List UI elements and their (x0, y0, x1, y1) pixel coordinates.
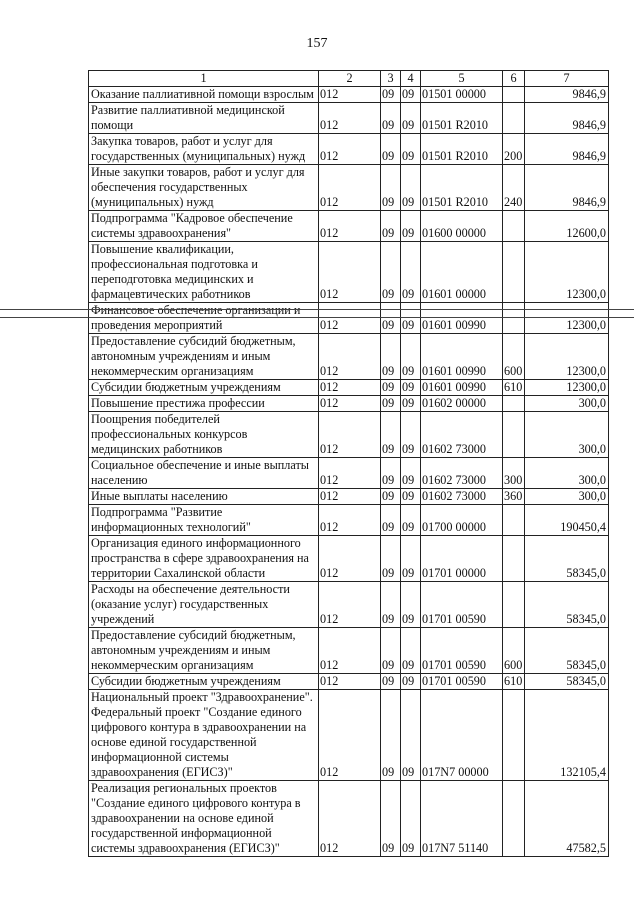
row-expense-type: 610 (503, 674, 525, 690)
row-subsection-code: 09 (401, 458, 421, 489)
row-target-code: 01602 00000 (421, 396, 503, 412)
table-row (89, 334, 609, 380)
row-name: Подпрограмма "Развитие информационных технологий" (89, 505, 319, 536)
row-ministry-code: 012 (319, 505, 381, 536)
row-subsection-code: 09 (401, 505, 421, 536)
row-name: Субсидии бюджетным учреждениям (89, 380, 319, 396)
row-name: Оказание паллиативной помощи взрослым (89, 87, 319, 103)
row-amount: 58345,0 (525, 536, 609, 582)
table-row (89, 536, 609, 582)
row-expense-type: 300 (503, 458, 525, 489)
row-section-code: 09 (381, 489, 401, 505)
row-name: Социальное обеспечение и иные выплаты населению (89, 458, 319, 489)
row-section-code: 09 (381, 211, 401, 242)
row-name: Иные закупки товаров, работ и услуг для обеспечения государственных (муниципальных) нужд (89, 165, 319, 211)
row-ministry-code: 012 (319, 628, 381, 674)
table-row (89, 505, 609, 536)
row-section-code: 09 (381, 690, 401, 781)
row-expense-type (503, 690, 525, 781)
row-amount: 132105,4 (525, 690, 609, 781)
table-row (89, 690, 609, 781)
row-amount: 9846,9 (525, 134, 609, 165)
row-section-code: 09 (381, 380, 401, 396)
row-subsection-code: 09 (401, 211, 421, 242)
row-amount: 58345,0 (525, 628, 609, 674)
row-subsection-code: 09 (401, 87, 421, 103)
row-name: Финансовое обеспечение организации и проведения мероприятий (89, 303, 319, 334)
row-expense-type: 200 (503, 134, 525, 165)
table-row (89, 489, 609, 505)
row-name: Предоставление субсидий бюджетным, автономным учреждениям и иным некоммерческим организациям (89, 334, 319, 380)
row-name: Реализация региональных проектов "Создание единого цифрового контура в здравоохранении на основе единой государственной информационной системы здравоохранения (ЕГИСЗ)" (89, 781, 319, 857)
row-subsection-code: 09 (401, 781, 421, 857)
row-name: Иные выплаты населению (89, 489, 319, 505)
row-target-code: 01601 00000 (421, 242, 503, 303)
row-target-code: 01700 00000 (421, 505, 503, 536)
row-subsection-code: 09 (401, 412, 421, 458)
row-subsection-code: 09 (401, 134, 421, 165)
row-name: Субсидии бюджетным учреждениям (89, 674, 319, 690)
table-row (89, 165, 609, 211)
row-target-code: 017N7 51140 (421, 781, 503, 857)
row-expense-type: 600 (503, 628, 525, 674)
header-col-2: 2 (319, 71, 381, 87)
row-name: Национальный проект "Здравоохранение". Федеральный проект "Создание единого цифрового контура в здравоохранении на основе единой государственной информационной системы здравоохранения (ЕГИСЗ)" (89, 690, 319, 781)
row-section-code: 09 (381, 674, 401, 690)
row-amount: 12300,0 (525, 380, 609, 396)
row-section-code: 09 (381, 87, 401, 103)
row-name: Повышение квалификации, профессиональная подготовка и переподготовка медицинских и фармацевтических работников (89, 242, 319, 303)
table-row (89, 396, 609, 412)
row-amount: 58345,0 (525, 674, 609, 690)
header-row (89, 71, 609, 87)
row-section-code: 09 (381, 536, 401, 582)
row-target-code: 01501 R2010 (421, 134, 503, 165)
row-amount: 58345,0 (525, 582, 609, 628)
row-target-code: 01701 00000 (421, 536, 503, 582)
row-subsection-code: 09 (401, 536, 421, 582)
row-section-code: 09 (381, 781, 401, 857)
row-expense-type: 240 (503, 165, 525, 211)
header-col-4: 4 (401, 71, 421, 87)
row-expense-type (503, 536, 525, 582)
row-ministry-code: 012 (319, 582, 381, 628)
table-row (89, 781, 609, 857)
scan-line-upper (0, 309, 634, 310)
table-row (89, 134, 609, 165)
table-row (89, 628, 609, 674)
row-target-code: 01501 00000 (421, 87, 503, 103)
row-amount: 300,0 (525, 458, 609, 489)
row-ministry-code: 012 (319, 165, 381, 211)
row-subsection-code: 09 (401, 303, 421, 334)
row-subsection-code: 09 (401, 242, 421, 303)
row-expense-type (503, 412, 525, 458)
row-name: Предоставление субсидий бюджетным, автономным учреждениям и иным некоммерческим организациям (89, 628, 319, 674)
header-col-3: 3 (381, 71, 401, 87)
row-ministry-code: 012 (319, 458, 381, 489)
row-section-code: 09 (381, 396, 401, 412)
row-ministry-code: 012 (319, 489, 381, 505)
row-ministry-code: 012 (319, 134, 381, 165)
table-row (89, 242, 609, 303)
row-ministry-code: 012 (319, 303, 381, 334)
row-subsection-code: 09 (401, 674, 421, 690)
row-section-code: 09 (381, 334, 401, 380)
row-section-code: 09 (381, 458, 401, 489)
row-section-code: 09 (381, 103, 401, 134)
row-expense-type (503, 396, 525, 412)
row-expense-type (503, 303, 525, 334)
row-expense-type (503, 781, 525, 857)
row-expense-type: 360 (503, 489, 525, 505)
row-ministry-code: 012 (319, 781, 381, 857)
row-ministry-code: 012 (319, 674, 381, 690)
row-amount: 300,0 (525, 412, 609, 458)
row-ministry-code: 012 (319, 380, 381, 396)
row-target-code: 01602 73000 (421, 489, 503, 505)
table-row (89, 582, 609, 628)
row-amount: 47582,5 (525, 781, 609, 857)
row-expense-type: 600 (503, 334, 525, 380)
row-ministry-code: 012 (319, 87, 381, 103)
row-target-code: 01701 00590 (421, 628, 503, 674)
row-ministry-code: 012 (319, 211, 381, 242)
row-name: Закупка товаров, работ и услуг для государственных (муниципальных) нужд (89, 134, 319, 165)
row-ministry-code: 012 (319, 396, 381, 412)
row-name: Расходы на обеспечение деятельности (оказание услуг) государственных учреждений (89, 582, 319, 628)
row-expense-type (503, 87, 525, 103)
row-name: Повышение престижа профессии (89, 396, 319, 412)
row-subsection-code: 09 (401, 489, 421, 505)
row-ministry-code: 012 (319, 690, 381, 781)
table-row (89, 412, 609, 458)
row-target-code: 01602 73000 (421, 458, 503, 489)
header-col-1: 1 (89, 71, 319, 87)
row-expense-type (503, 505, 525, 536)
row-section-code: 09 (381, 582, 401, 628)
row-target-code: 01701 00590 (421, 674, 503, 690)
table-row (89, 211, 609, 242)
row-section-code: 09 (381, 165, 401, 211)
row-ministry-code: 012 (319, 334, 381, 380)
row-subsection-code: 09 (401, 380, 421, 396)
row-ministry-code: 012 (319, 536, 381, 582)
budget-table (88, 70, 609, 857)
scan-line-lower (0, 317, 634, 318)
row-amount: 9846,9 (525, 165, 609, 211)
table-body (89, 87, 609, 857)
row-amount: 12300,0 (525, 242, 609, 303)
table-row (89, 674, 609, 690)
table-row (89, 103, 609, 134)
table-row (89, 380, 609, 396)
row-subsection-code: 09 (401, 103, 421, 134)
row-amount: 190450,4 (525, 505, 609, 536)
row-subsection-code: 09 (401, 165, 421, 211)
row-ministry-code: 012 (319, 412, 381, 458)
row-expense-type (503, 211, 525, 242)
row-target-code: 01601 00990 (421, 303, 503, 334)
table-row (89, 458, 609, 489)
row-target-code: 01601 00990 (421, 334, 503, 380)
row-name: Подпрограмма "Кадровое обеспечение системы здравоохранения" (89, 211, 319, 242)
row-name: Развитие паллиативной медицинской помощи (89, 103, 319, 134)
table-header (89, 71, 609, 87)
row-expense-type: 610 (503, 380, 525, 396)
row-name: Поощрения победителей профессиональных конкурсов медицинских работников (89, 412, 319, 458)
row-section-code: 09 (381, 242, 401, 303)
row-target-code: 01501 R2010 (421, 165, 503, 211)
row-section-code: 09 (381, 628, 401, 674)
row-section-code: 09 (381, 134, 401, 165)
row-amount: 300,0 (525, 396, 609, 412)
row-subsection-code: 09 (401, 334, 421, 380)
row-target-code: 01501 R2010 (421, 103, 503, 134)
row-amount: 9846,9 (525, 87, 609, 103)
row-expense-type (503, 582, 525, 628)
row-ministry-code: 012 (319, 242, 381, 303)
table-row (89, 303, 609, 334)
page-number: 157 (306, 36, 328, 51)
row-target-code: 01600 00000 (421, 211, 503, 242)
row-target-code: 017N7 00000 (421, 690, 503, 781)
row-section-code: 09 (381, 412, 401, 458)
row-subsection-code: 09 (401, 690, 421, 781)
row-subsection-code: 09 (401, 396, 421, 412)
row-expense-type (503, 242, 525, 303)
header-col-6: 6 (503, 71, 525, 87)
header-col-7: 7 (525, 71, 609, 87)
row-target-code: 01602 73000 (421, 412, 503, 458)
row-expense-type (503, 103, 525, 134)
row-amount: 300,0 (525, 489, 609, 505)
row-section-code: 09 (381, 303, 401, 334)
row-target-code: 01701 00590 (421, 582, 503, 628)
row-ministry-code: 012 (319, 103, 381, 134)
row-name: Организация единого информационного пространства в сфере здравоохранения на территории Сахалинской области (89, 536, 319, 582)
row-subsection-code: 09 (401, 628, 421, 674)
row-section-code: 09 (381, 505, 401, 536)
header-col-5: 5 (421, 71, 503, 87)
row-subsection-code: 09 (401, 582, 421, 628)
table-row (89, 87, 609, 103)
row-amount: 12300,0 (525, 334, 609, 380)
row-amount: 9846,9 (525, 103, 609, 134)
row-target-code: 01601 00990 (421, 380, 503, 396)
row-amount: 12600,0 (525, 211, 609, 242)
row-amount: 12300,0 (525, 303, 609, 334)
